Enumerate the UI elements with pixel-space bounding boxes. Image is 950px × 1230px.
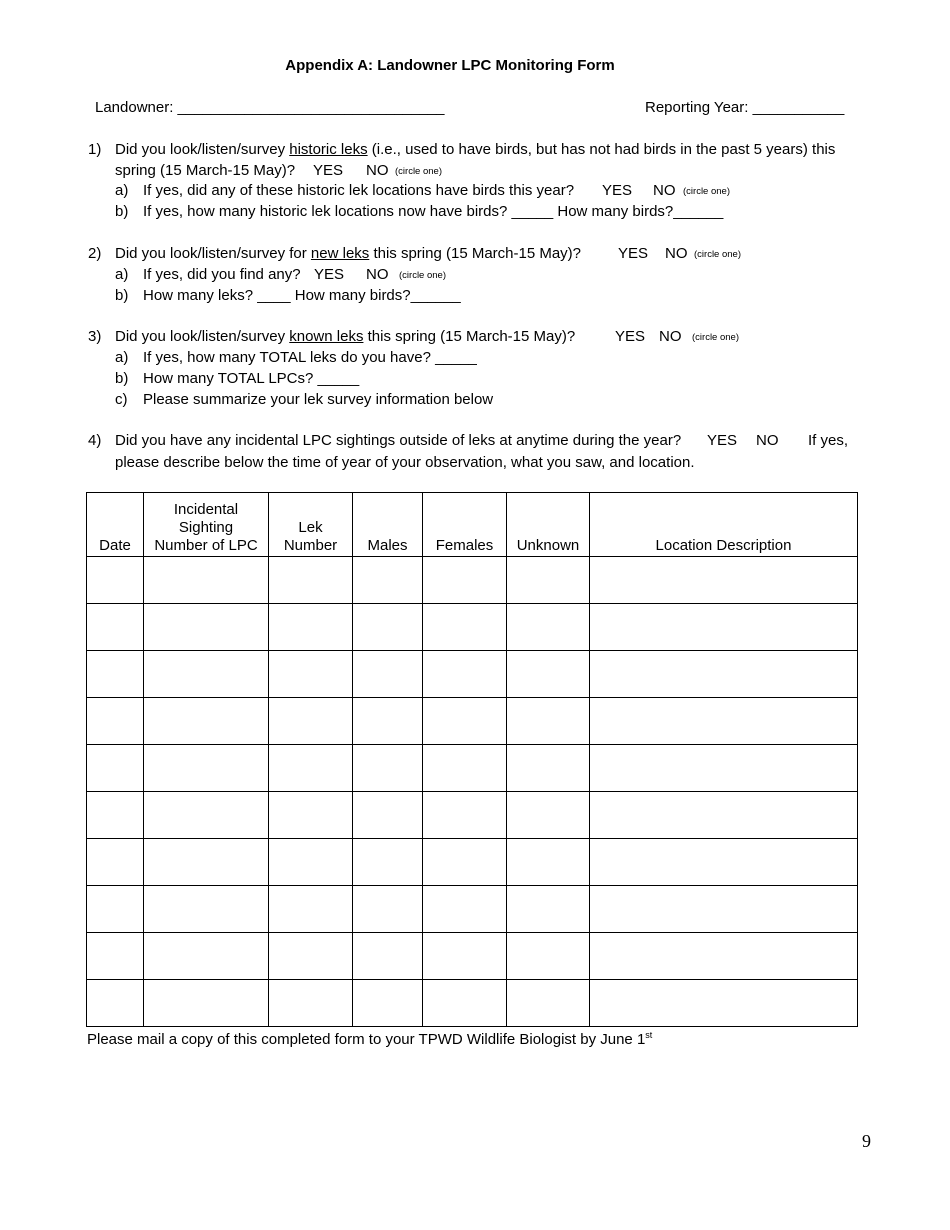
table-cell[interactable] — [269, 651, 353, 698]
header-location-description: Location Description — [590, 493, 858, 557]
table-cell[interactable] — [87, 604, 144, 651]
table-cell[interactable] — [590, 698, 858, 745]
table-cell[interactable] — [269, 886, 353, 933]
table-cell[interactable] — [423, 557, 507, 604]
q1-number: 1) — [88, 141, 102, 158]
q3-number: 3) — [88, 328, 102, 345]
reporting-year-field[interactable] — [645, 99, 844, 117]
table-cell[interactable] — [590, 792, 858, 839]
table-cell[interactable] — [423, 980, 507, 1027]
q4-text: Did you have any incidental LPC sightings outside of leks at anytime during the year? — [115, 432, 682, 449]
table-cell[interactable] — [353, 557, 423, 604]
table-header-row — [87, 493, 858, 557]
table-cell[interactable] — [269, 745, 353, 792]
table-row — [87, 980, 858, 1027]
q2-text: Did you look/listen/survey for new leks this spring (15 March-15 May)? — [115, 245, 582, 262]
table-row — [87, 698, 858, 745]
table-cell[interactable] — [87, 980, 144, 1027]
table-cell[interactable] — [353, 933, 423, 980]
footer-superscript: st — [645, 1030, 653, 1040]
q4-number: 4) — [88, 432, 102, 449]
table-cell[interactable] — [590, 839, 858, 886]
table-cell[interactable] — [423, 698, 507, 745]
q2a-circle-note: (circle one) — [399, 270, 446, 281]
table-cell[interactable] — [353, 604, 423, 651]
table-cell[interactable] — [507, 933, 590, 980]
table-cell[interactable] — [87, 933, 144, 980]
table-cell[interactable] — [144, 557, 269, 604]
table-cell[interactable] — [87, 651, 144, 698]
page-number: 9 — [862, 1131, 871, 1151]
q3c-text: Please summarize your lek survey information below — [143, 391, 494, 408]
header-unknown: Unknown — [507, 493, 590, 557]
q1-yes-option[interactable]: YES — [313, 162, 344, 179]
footer-note: Please mail a copy of this completed form to your TPWD Wildlife Biologist by June 1st — [87, 1030, 653, 1048]
table-cell[interactable] — [144, 651, 269, 698]
q2-underlined: new leks — [310, 245, 370, 262]
table-cell[interactable] — [423, 745, 507, 792]
q1-line2: spring (15 March-15 May)? — [115, 162, 296, 179]
table-cell[interactable] — [423, 651, 507, 698]
q3b-label: b) — [115, 370, 129, 387]
landowner-field[interactable]: Landowner: ________________________________ — [95, 99, 445, 116]
table-cell[interactable] — [507, 557, 590, 604]
table-cell[interactable] — [144, 839, 269, 886]
q4-if-yes: If yes, — [808, 432, 849, 449]
table-cell[interactable] — [590, 651, 858, 698]
table-cell[interactable] — [353, 886, 423, 933]
q3-underlined: known leks — [289, 328, 364, 345]
table-cell[interactable] — [590, 745, 858, 792]
table-row — [87, 745, 858, 792]
table-row — [87, 792, 858, 839]
q2-number: 2) — [88, 245, 102, 262]
table-cell[interactable] — [87, 698, 144, 745]
q3-no-option[interactable]: NO — [659, 328, 682, 345]
table-cell[interactable] — [353, 651, 423, 698]
table-cell[interactable] — [507, 839, 590, 886]
table-cell[interactable] — [590, 557, 858, 604]
q2-circle-note: (circle one) — [694, 249, 741, 260]
q1-underlined: historic leks — [289, 141, 368, 158]
q2a-yes-option[interactable]: YES — [314, 266, 345, 283]
header-incidental-sighting: Incidental Sighting Number of LPC — [144, 493, 269, 557]
q2-yes-option[interactable]: YES — [618, 245, 649, 262]
q4-no-option[interactable]: NO — [756, 432, 779, 449]
q4-yes-option[interactable]: YES — [707, 432, 738, 449]
table-cell[interactable] — [87, 886, 144, 933]
table-cell[interactable] — [87, 839, 144, 886]
q2a-no-option[interactable]: NO — [366, 266, 389, 283]
table-row — [87, 839, 858, 886]
table-cell[interactable] — [423, 604, 507, 651]
table-cell[interactable] — [144, 886, 269, 933]
table-cell[interactable] — [144, 933, 269, 980]
q1a-circle-note: (circle one) — [683, 186, 730, 197]
q3c-label: c) — [115, 391, 128, 408]
q1b-text[interactable]: If yes, how many historic lek locations now have birds? _____ How many birds?______ — [143, 203, 724, 220]
q1a-text: If yes, did any of these historic lek locations have birds this year? — [143, 182, 575, 199]
reporting-year-label: Reporting Year: — [645, 99, 749, 116]
q2b-label: b) — [115, 287, 129, 304]
q1-text: Did you look/listen/survey historic leks (i.e., used to have birds, but has not had birds in the past 5 years) this — [115, 141, 836, 158]
q1b-label: b) — [115, 203, 129, 220]
table-cell[interactable] — [144, 698, 269, 745]
header-lek-number: Lek Number — [269, 493, 353, 557]
header-date: Date — [87, 493, 144, 557]
table-cell[interactable] — [507, 745, 590, 792]
q3b-text[interactable]: How many TOTAL LPCs? _____ — [143, 370, 360, 387]
table-cell[interactable] — [269, 933, 353, 980]
table-cell[interactable] — [269, 604, 353, 651]
table-cell[interactable] — [507, 980, 590, 1027]
table-cell[interactable] — [590, 604, 858, 651]
q4-line2: please describe below the time of year of your observation, what you saw, and location. — [115, 454, 695, 471]
table-cell[interactable] — [507, 886, 590, 933]
header-males: Males — [353, 493, 423, 557]
table-cell[interactable] — [590, 980, 858, 1027]
table-cell[interactable] — [269, 557, 353, 604]
table-cell[interactable] — [269, 698, 353, 745]
sightings-table — [86, 492, 858, 1027]
table-cell[interactable] — [87, 557, 144, 604]
table-cell[interactable] — [507, 792, 590, 839]
table-cell[interactable] — [507, 651, 590, 698]
table-cell[interactable] — [507, 604, 590, 651]
table-cell[interactable] — [144, 604, 269, 651]
table-cell[interactable] — [423, 792, 507, 839]
table-cell[interactable] — [353, 745, 423, 792]
table-cell[interactable] — [423, 886, 507, 933]
q2a-text: If yes, did you find any? — [143, 266, 301, 283]
table-cell[interactable] — [353, 980, 423, 1027]
table-cell[interactable] — [423, 839, 507, 886]
table-row — [87, 557, 858, 604]
table-row — [87, 933, 858, 980]
q3-circle-note: (circle one) — [692, 332, 739, 343]
q2-no-option[interactable]: NO — [665, 245, 688, 262]
header-females: Females — [423, 493, 507, 557]
q1a-label: a) — [115, 182, 129, 199]
table-cell[interactable] — [590, 933, 858, 980]
q1a-no-option[interactable]: NO — [653, 182, 676, 199]
table-cell[interactable] — [269, 839, 353, 886]
table-row — [87, 886, 858, 933]
table-cell[interactable] — [590, 886, 858, 933]
table-cell[interactable] — [269, 980, 353, 1027]
table-cell[interactable] — [353, 839, 423, 886]
table-cell[interactable] — [423, 933, 507, 980]
q1-no-option[interactable]: NO — [366, 162, 389, 179]
table-cell[interactable] — [87, 792, 144, 839]
reporting-year-blank[interactable]: ___________ — [752, 99, 845, 116]
table-cell[interactable] — [144, 745, 269, 792]
q2a-label: a) — [115, 266, 129, 283]
table-cell[interactable] — [87, 745, 144, 792]
table-cell[interactable] — [144, 980, 269, 1027]
q3-text: Did you look/listen/survey known leks this spring (15 March-15 May)? — [115, 328, 576, 345]
q1a-yes-option[interactable]: YES — [602, 182, 633, 199]
table-cell[interactable] — [144, 792, 269, 839]
table-cell[interactable] — [353, 698, 423, 745]
form-title: Appendix A: Landowner LPC Monitoring Form — [285, 57, 615, 74]
table-row — [87, 604, 858, 651]
q3-yes-option[interactable]: YES — [615, 328, 646, 345]
q3a-label: a) — [115, 349, 129, 366]
q3a-text[interactable]: If yes, how many TOTAL leks do you have? _____ — [143, 349, 477, 366]
table-cell[interactable] — [353, 792, 423, 839]
table-row — [87, 651, 858, 698]
q1-circle-note: (circle one) — [395, 166, 442, 177]
table-cell[interactable] — [269, 792, 353, 839]
table-cell[interactable] — [507, 698, 590, 745]
q2b-text[interactable]: How many leks? ____ How many birds?______ — [143, 287, 461, 304]
